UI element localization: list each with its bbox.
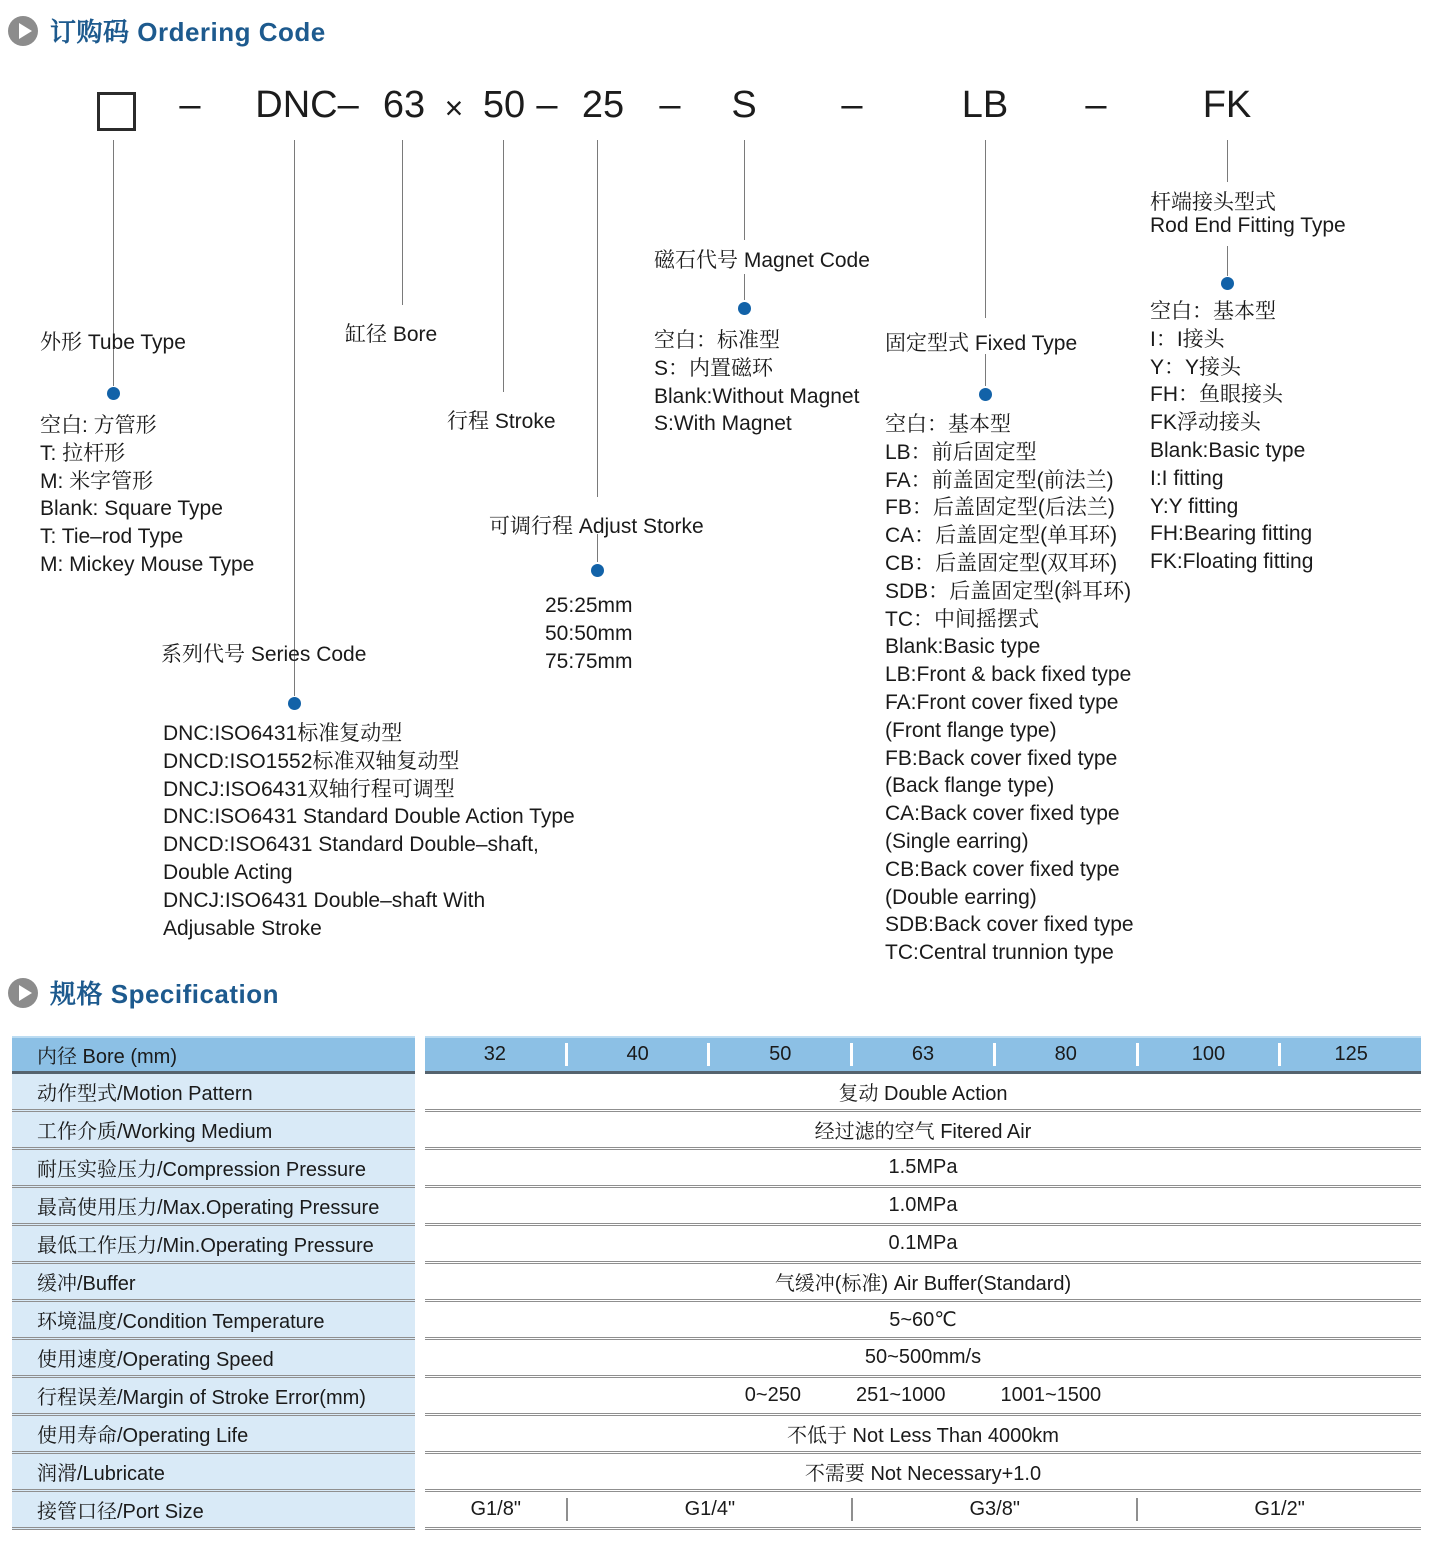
- spec-row: [12, 1074, 1421, 1112]
- spec-header-bores: [425, 1036, 1421, 1074]
- code-adjust-stroke: 25: [581, 84, 625, 126]
- list-item: Double Acting: [163, 860, 293, 884]
- spec-row-label: 缓冲/Buffer: [12, 1264, 415, 1302]
- list-item: Blank:Without Magnet: [654, 384, 860, 408]
- connector-line: [985, 140, 986, 318]
- bore-column-header: 63: [850, 1043, 993, 1066]
- list-item: LB：前后固定型: [885, 440, 1037, 464]
- spec-row-stroke-error: [12, 1378, 1421, 1416]
- port-size-cell: G1/4": [566, 1498, 851, 1521]
- list-item: I：I接头: [1150, 327, 1225, 351]
- code-fixed-type: LB: [961, 84, 1009, 126]
- spec-row-label: 接管口径/Port Size: [12, 1492, 415, 1530]
- spec-row: [12, 1150, 1421, 1188]
- list-item: DNCJ:ISO6431 Double–shaft With: [163, 888, 486, 912]
- spec-row-values: [425, 1378, 1421, 1416]
- spec-section-title: [8, 974, 279, 1011]
- list-item: FH:Bearing fitting: [1150, 522, 1313, 546]
- bore-column-header: 100: [1136, 1043, 1279, 1066]
- list-item: T: 拉杆形: [40, 441, 126, 465]
- code-series: DNC–: [255, 84, 359, 126]
- spec-row-label: 环境温度/Condition Temperature: [12, 1302, 415, 1340]
- column-gap: [415, 1416, 425, 1454]
- rod-end-label-en: Rod End Fitting Type: [1150, 214, 1346, 237]
- list-item: (Double earring): [885, 885, 1037, 909]
- list-item: LB:Front & back fixed type: [885, 663, 1132, 687]
- connector-line: [744, 140, 745, 240]
- list-item: Y：Y接头: [1150, 355, 1242, 379]
- list-item: FA:Front cover fixed type: [885, 690, 1119, 714]
- connector-line: [402, 140, 403, 305]
- stroke-error-range: 0~250: [744, 1384, 801, 1406]
- list-item: S：内置磁环: [654, 356, 774, 380]
- list-item: CA:Back cover fixed type: [885, 802, 1120, 826]
- port-size-cell: G1/2": [1136, 1498, 1421, 1521]
- connector-line: [597, 140, 598, 497]
- list-item: DNCD:ISO6431 Standard Double–shaft,: [163, 833, 539, 857]
- spec-row-value: 气缓冲(标准) Air Buffer(Standard): [425, 1264, 1421, 1302]
- node-dot: [288, 697, 301, 710]
- ordering-section-title: [8, 12, 326, 49]
- list-item: FB:Back cover fixed type: [885, 746, 1118, 770]
- column-gap: [415, 1492, 425, 1530]
- stroke-error-range: 251~1000: [855, 1384, 946, 1406]
- list-item: (Front flange type): [885, 718, 1057, 742]
- column-gap: [415, 1112, 425, 1150]
- connector-line: [503, 140, 504, 392]
- list-item: 50:50mm: [545, 621, 633, 645]
- column-gap: [415, 1454, 425, 1492]
- column-gap: [415, 1226, 425, 1264]
- column-gap: [415, 1074, 425, 1112]
- code-rod-end: FK: [1202, 84, 1252, 126]
- rod-end-label-cn: 杆端接头型式: [1150, 191, 1276, 214]
- spec-row: [12, 1188, 1421, 1226]
- spec-row-value: 50~500mm/s: [425, 1340, 1421, 1378]
- code-magnet: S: [731, 84, 757, 126]
- column-gap: [415, 1378, 425, 1416]
- list-item: CB：后盖固定型(双耳环): [885, 551, 1118, 575]
- spec-row-label: 使用速度/Operating Speed: [12, 1340, 415, 1378]
- spec-row: [12, 1112, 1421, 1150]
- list-item: DNC:ISO6431 Standard Double Action Type: [163, 805, 575, 829]
- port-size-cell: G1/8": [470, 1498, 521, 1520]
- spec-row-label: 润滑/Lubricate: [12, 1454, 415, 1492]
- list-item: FB：后盖固定型(后法兰): [885, 496, 1115, 520]
- list-item: 空白：基本型: [885, 413, 1011, 436]
- list-item: Adjusable Stroke: [163, 916, 322, 940]
- spec-row: [12, 1454, 1421, 1492]
- list-item: Y:Y fitting: [1150, 494, 1239, 518]
- list-item: CB:Back cover fixed type: [885, 857, 1120, 881]
- tube-type-label: 外形 Tube Type: [40, 331, 186, 354]
- list-item: Blank:Basic type: [1150, 438, 1306, 462]
- connector-line: [1227, 246, 1228, 276]
- list-item: TC:Central trunnion type: [885, 941, 1114, 965]
- column-gap: [415, 1340, 425, 1378]
- list-item: M: Mickey Mouse Type: [40, 552, 255, 576]
- magnet-code-list: [654, 327, 859, 438]
- code-stroke: 50: [482, 84, 526, 126]
- spec-row-value: 复动 Double Action: [425, 1074, 1421, 1112]
- spec-row-label: 行程误差/Margin of Stroke Error(mm): [12, 1378, 415, 1416]
- fixed-type-label: 固定型式 Fixed Type: [885, 332, 1078, 355]
- list-item: DNC:ISO6431标准复动型: [163, 722, 403, 745]
- node-dot: [979, 388, 992, 401]
- list-item: (Single earring): [885, 829, 1029, 853]
- list-item: I:I fitting: [1150, 466, 1224, 490]
- list-item: 空白：标准型: [654, 329, 780, 352]
- spec-row-label: 使用寿命/Operating Life: [12, 1416, 415, 1454]
- spec-row: [12, 1226, 1421, 1264]
- list-item: DNCJ:ISO6431双轴行程可调型: [163, 777, 455, 801]
- code-times: ×: [444, 90, 464, 126]
- column-gap: [415, 1036, 425, 1074]
- list-item: Blank: Square Type: [40, 497, 223, 521]
- spec-header-label: 内径 Bore (mm): [12, 1036, 415, 1074]
- list-item: (Back flange type): [885, 774, 1055, 798]
- spec-header-row: [12, 1036, 1421, 1074]
- spec-row-label: 工作介质/Working Medium: [12, 1112, 415, 1150]
- rod-end-list: [1150, 298, 1313, 576]
- series-code-label: 系列代号 Series Code: [161, 643, 367, 666]
- column-gap: [415, 1264, 425, 1302]
- stroke-error-range: 1001~1500: [1000, 1384, 1102, 1406]
- spec-title-text: 规格 Specification: [50, 979, 280, 1009]
- column-gap: [415, 1150, 425, 1188]
- adjust-stroke-label: 可调行程 Adjust Storke: [489, 515, 704, 538]
- magnet-code-label: 磁石代号 Magnet Code: [654, 249, 870, 272]
- spec-row-value: 经过滤的空气 Fitered Air: [425, 1112, 1421, 1150]
- spec-row-label: 最低工作压力/Min.Operating Pressure: [12, 1226, 415, 1264]
- bore-label: 缸径 Bore: [345, 323, 438, 346]
- connector-line: [985, 354, 986, 386]
- connector-line: [1227, 140, 1228, 182]
- column-gap: [415, 1188, 425, 1226]
- list-item: Blank:Basic type: [885, 635, 1041, 659]
- list-item: SDB:Back cover fixed type: [885, 913, 1134, 937]
- bore-column-header: 40: [565, 1043, 708, 1066]
- code-dash: –: [659, 84, 681, 126]
- spec-row: [12, 1416, 1421, 1454]
- bore-column-header: 50: [707, 1043, 850, 1066]
- spec-row-label: 动作型式/Motion Pattern: [12, 1074, 415, 1112]
- list-item: 空白: 方管形: [40, 414, 157, 437]
- list-item: 25:25mm: [545, 594, 633, 617]
- list-item: SDB：后盖固定型(斜耳环): [885, 579, 1132, 603]
- bore-column-header: 125: [1278, 1043, 1421, 1066]
- spec-row-label: 最高使用压力/Max.Operating Pressure: [12, 1188, 415, 1226]
- list-item: T: Tie–rod Type: [40, 525, 184, 549]
- node-dot: [107, 387, 120, 400]
- spec-row-value: 0.1MPa: [425, 1226, 1421, 1264]
- ordering-title-text: 订购码 Ordering Code: [50, 17, 326, 47]
- node-dot: [738, 302, 751, 315]
- spec-row: [12, 1340, 1421, 1378]
- code-dash: –: [536, 84, 558, 126]
- node-dot: [1221, 277, 1234, 290]
- list-item: M: 米字管形: [40, 469, 154, 493]
- code-dash: –: [841, 84, 863, 126]
- port-size-cell: G3/8": [851, 1498, 1136, 1521]
- list-item: FK:Floating fitting: [1150, 550, 1314, 574]
- fixed-type-list: [885, 411, 1134, 967]
- spec-row: [12, 1302, 1421, 1340]
- spec-row-value: 不低于 Not Less Than 4000km: [425, 1416, 1421, 1454]
- spec-row: [12, 1264, 1421, 1302]
- spec-row-port-size: [12, 1492, 1421, 1530]
- blank-code-box: [97, 92, 136, 131]
- play-bullet-icon: [8, 978, 38, 1008]
- code-dash: –: [1085, 84, 1107, 126]
- list-item: S:With Magnet: [654, 412, 792, 436]
- connector-line: [294, 140, 295, 696]
- code-bore: 63: [382, 84, 426, 126]
- bore-column-header: 80: [993, 1043, 1136, 1066]
- list-item: CA：后盖固定型(单耳环): [885, 524, 1118, 548]
- stroke-label: 行程 Stroke: [447, 410, 556, 433]
- spec-row-value: 5~60℃: [425, 1302, 1421, 1340]
- list-item: DNCD:ISO1552标准双轴复动型: [163, 749, 460, 773]
- play-bullet-icon: [8, 16, 38, 46]
- spec-row-value: 1.5MPa: [425, 1150, 1421, 1188]
- spec-row-values: [425, 1492, 1421, 1530]
- list-item: 空白：基本型: [1150, 300, 1276, 323]
- spec-row-value: 不需要 Not Necessary+1.0: [425, 1454, 1421, 1492]
- list-item: FA：前盖固定型(前法兰): [885, 468, 1114, 492]
- column-gap: [415, 1302, 425, 1340]
- series-code-list: [163, 720, 575, 942]
- specification-table: [12, 1036, 1421, 1530]
- spec-row-label: 耐压实验压力/Compression Pressure: [12, 1150, 415, 1188]
- adjust-stroke-list: [545, 592, 633, 675]
- list-item: 75:75mm: [545, 649, 633, 673]
- spec-row-value: 1.0MPa: [425, 1188, 1421, 1226]
- list-item: FK浮动接头: [1150, 411, 1261, 435]
- connector-line: [744, 274, 745, 300]
- node-dot: [591, 564, 604, 577]
- list-item: TC：中间摇摆式: [885, 607, 1039, 631]
- list-item: FH：鱼眼接头: [1150, 383, 1283, 407]
- code-dash: –: [179, 84, 201, 126]
- tube-type-list: [40, 412, 254, 579]
- bore-column-header: 32: [483, 1043, 506, 1065]
